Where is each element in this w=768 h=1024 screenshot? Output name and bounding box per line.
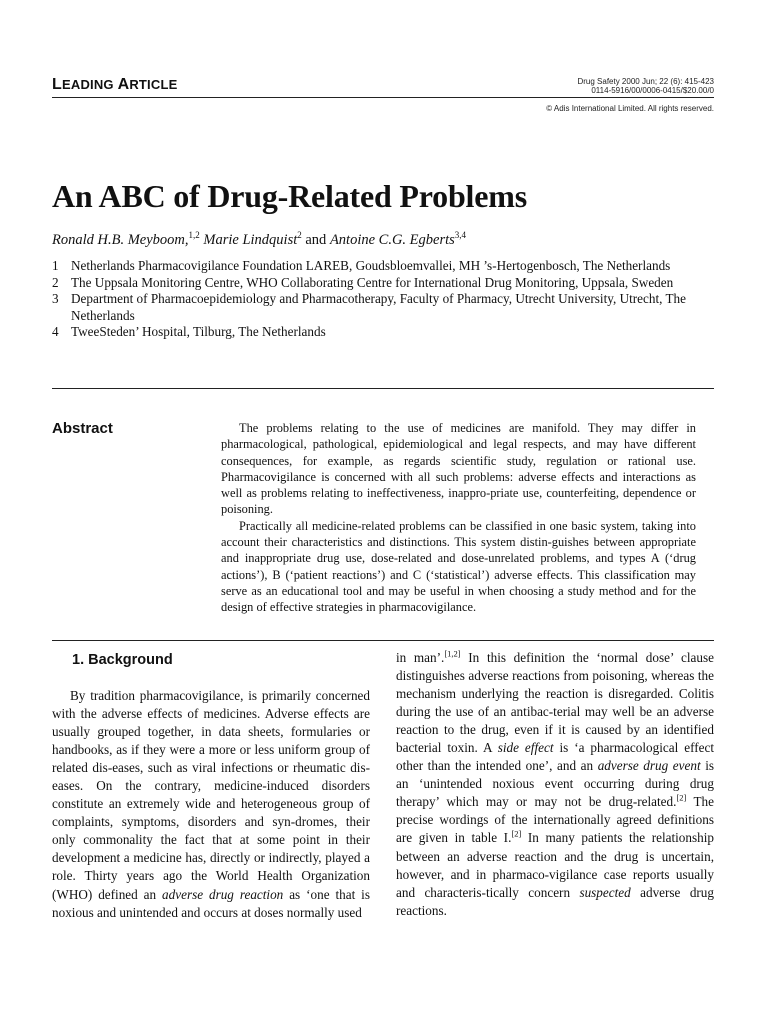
- body-text: as ‘one that is noxious and unintended and occurs at doses normally used: [52, 886, 370, 920]
- affiliation-list: [52, 258, 716, 341]
- abstract-paragraph-1: The problems relating to the use of medicines are manifold. They may differ in pharmacological, pathological, epidemiological and legal respects, and may have different consequences, for example, as regards scientific study, regulation or rational use. Pharmacovigilance is concerned with all such problems: adverse effects and interactions as well as problems relating to ineffectiveness, inappro-priate use, counterfeiting, dependence or poisoning.: [221, 421, 696, 517]
- section-label-rest-2: RTICLE: [129, 77, 178, 92]
- body-column-right: [396, 649, 714, 920]
- header-rule: [52, 97, 714, 98]
- abstract-heading: Abstract: [52, 420, 113, 437]
- affiliation-number: 4: [52, 324, 59, 339]
- body-text: is an ‘unintended noxious event occurring during drug therapy’ which may or may not be drug-related.: [396, 758, 715, 810]
- citation-ref[interactable]: [1,2]: [444, 648, 461, 659]
- affiliation-text: The Uppsala Monitoring Centre, WHO Collaborating Centre for International Drug Monitoring, Uppsala, Sweden: [71, 274, 674, 290]
- affiliation-text: TweeSteden’ Hospital, Tilburg, The Netherlands: [71, 324, 326, 339]
- affiliation-item: [52, 258, 716, 275]
- defined-term: side effect: [497, 740, 554, 756]
- citation-ref[interactable]: [2]: [511, 829, 522, 840]
- affiliation-number: 2: [52, 274, 59, 290]
- divider-rule: [52, 388, 714, 389]
- body-text: By tradition pharmacovigilance, is primarily concerned with the adverse effects of medicines. Adverse effects are usually grouped together, in data sheets, formularies or handbooks, as if they were a more or less uniform group of related dis-eases, such as viral infections or rheumatic dis-eases. On the contrary, medicine-induced disorders constitute an extremely wide and heterogeneous group of complaints, symptoms, disorders and syn-dromes, their only commonality the fact that at some point in their development a medicine has, directly or indirectly, played a role. Thirty years ago the World Health Organization (WHO) defined an: [52, 688, 370, 902]
- author-conjunction: and: [305, 231, 327, 248]
- affiliation-item: [52, 291, 716, 324]
- abstract-body: [221, 420, 696, 616]
- affiliation-item: [52, 275, 716, 292]
- body-column-left: [52, 650, 370, 922]
- journal-meta: [577, 77, 714, 95]
- journal-citation: Drug Safety 2000 Jun; 22 (6): 415-423: [577, 77, 714, 86]
- affiliation-number: 3: [52, 291, 59, 306]
- body-text: The precise wordings of the internationally agreed definitions are given in table I.: [396, 794, 714, 846]
- section-label-initial-1: L: [52, 76, 62, 93]
- divider-rule: [52, 640, 714, 641]
- author-affil-3: 3,4: [454, 230, 467, 240]
- author-name-1: Ronald H.B. Meyboom,: [52, 231, 189, 248]
- copyright-notice: © Adis International Limited. All rights reserved.: [546, 104, 714, 113]
- citation-ref[interactable]: [2]: [676, 792, 687, 803]
- body-text: adverse drug reactions.: [396, 884, 714, 918]
- author-name-2: Marie Lindquist: [203, 231, 298, 248]
- affiliation-number: 1: [52, 258, 59, 273]
- section-label-rest-1: EADING: [61, 77, 118, 92]
- section-label-initial-2: A: [117, 76, 130, 93]
- defined-term: adverse drug event: [597, 758, 701, 774]
- author-line: [52, 230, 466, 249]
- affiliation-text: Department of Pharmacoepidemiology and Pharmacotherapy, Faculty of Pharmacy, Utrecht University, Utrecht, The Netherlands: [71, 291, 686, 323]
- section-label: [52, 76, 177, 94]
- defined-term: adverse drug reaction: [162, 886, 284, 902]
- body-text: is ‘a pharmacological effect other than the intended one’, and an: [396, 740, 714, 774]
- body-text: in man’.: [396, 650, 445, 665]
- affiliation-item: [52, 324, 716, 341]
- body-paragraph: [396, 649, 714, 920]
- body-paragraph: [52, 687, 370, 922]
- defined-term: suspected: [579, 884, 631, 900]
- abstract-paragraph-2: Practically all medicine-related problems can be classified in one basic system, taking into account their characteristics and distinctions. This system distin-guishes between appropriate and inappropriate drug use, dose-related and dose-unrelated problems, and types A (‘drug actions’), B (‘patient reactions’) and C (‘statistical’) adverse effects. This classification may serve as an educational tool and may be useful in when choosing a study method and for the design of effective strategies in pharmacovigilance.: [221, 518, 696, 615]
- journal-code: 0114-5916/00/0006-0415/$20.00/0: [591, 86, 714, 95]
- author-affil-1: 1,2: [188, 230, 200, 240]
- section-heading-background: 1. Background: [72, 652, 173, 668]
- affiliation-text: Netherlands Pharmacovigilance Foundation LAREB, Goudsbloemvallei, MH ’s-Hertogenbosch, The Netherlands: [71, 258, 671, 273]
- author-name-3: Antoine C.G. Egberts: [329, 231, 455, 248]
- body-text: In this definition the ‘normal dose’ clause distinguishes adverse reactions from poisoning, whereas the mechanism underlying the reaction is disregarded. Colitis during the use of an antibac-terial may well be an adverse reaction to the drug, even if it is caused by an identified bacterial toxin. A: [396, 650, 714, 756]
- article-title: An ABC of Drug-Related Problems: [52, 178, 527, 214]
- author-affil-2: 2: [297, 230, 302, 240]
- body-text: In many patients the relationship between an adverse reaction and the drug is uncertain, however, and in pharmaco-vigilance case reports usually and characteris-tically concern: [396, 830, 714, 900]
